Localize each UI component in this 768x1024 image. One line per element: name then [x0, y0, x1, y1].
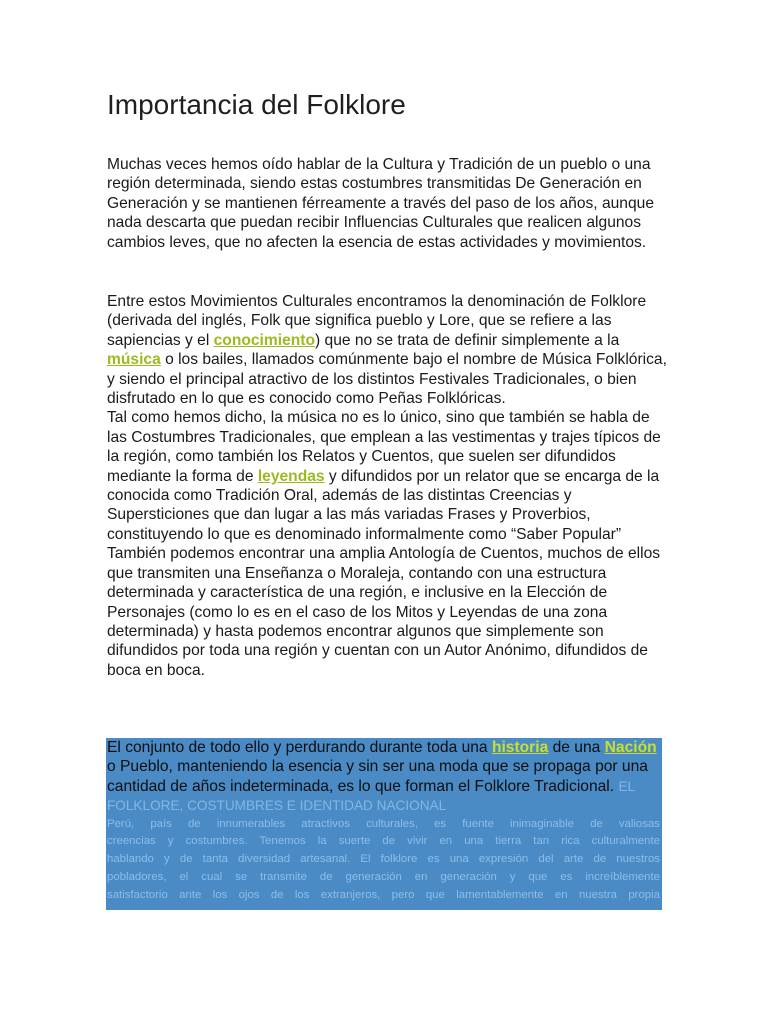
body-text: También podemos encontrar una amplia Antología de Cuentos, muchos de ellos que transmiten una Enseñanza o Moraleja, contando con una estructura determinada y característica de una región, e inclusive en la Elección de Personajes (como lo es en el caso de los Mitos y Leyendas de una zona determinada) y hasta podemos encontrar algunos que simplemente son difundidos por toda una región y cuentan con un Autor Anónimo, difundidos de boca en boca. [107, 545, 661, 679]
body-text: ) que no se trata de definir simplemente a la [315, 331, 620, 349]
section-heading: EL FOLKLORE, COSTUMBRES E IDENTIDAD NACIONAL [107, 778, 635, 814]
link-musica[interactable]: música [107, 351, 161, 369]
highlighted-text [106, 738, 662, 816]
body-text: y difundidos por un relator que se encarga de la conocida como Tradición Oral, además de las distintas Creencias y Supersticiones que dan lugar a las más variadas Frases y Proverbios, constituyendo lo que es denominado informalmente como “Saber Popular” [107, 467, 660, 543]
body-text: o los bailes, llamados comúnmente bajo el nombre de Música Folklórica, y siendo el principal atractivo de los distintos Festivales Tradicionales, o bien disfrutado en lo que es conocido como Peñas Folklóricas. [107, 351, 667, 408]
highlight-text: de una [548, 739, 605, 756]
intro-paragraph: Muchas veces hemos oído hablar de la Cultura y Tradición de un pueblo o una región determinada, siendo estas costumbres transmitidas De Generación en Generación y se mantienen férreamente a través del paso de los años, aunque nada descarta que puedan recibir Influencias Culturales que realicen algunos cambios leves, que no afecten la esencia de estas actividades y movimientos. [107, 156, 654, 251]
link-nacion[interactable]: Nación [604, 739, 657, 756]
small-text-line: creencias y costumbres. Tenemos la suerte de vivir en una tierra tan rica culturalmente [107, 835, 660, 848]
link-historia[interactable]: historia [491, 739, 549, 756]
highlight-text: El conjunto de todo ello y perdurando durante toda una [107, 739, 492, 756]
small-text-line: Perú, país de innumerables atractivos culturales, es fuente inimaginable de valiosas [107, 817, 660, 830]
small-text-line: hablando y de tanta diversidad artesanal. El folklore es una expresión del arte de nuestros [107, 853, 660, 866]
small-text-line: pobladores, el cual se transmite de generación en generación y que es increíblemente [107, 871, 660, 884]
body-paragraphs [107, 292, 667, 680]
small-text-line: satisfactorio ante los ojos de los extranjeros, pero que lamentablemente en nuestra propia [107, 888, 660, 901]
link-leyendas[interactable]: leyendas [257, 467, 325, 485]
page-title: Importancia del Folklore [107, 89, 406, 120]
link-conocimiento[interactable]: conocimiento [213, 331, 315, 349]
highlight-text: o Pueblo, manteniendo la esencia y sin ser una moda que se propaga por una cantidad de años indeterminada, es lo que forman el Folklore Tradicional. [107, 758, 648, 795]
body-text: Tal como hemos dicho, la música no es lo único, sino que también se habla de las Costumbres Tradicionales, que emplean a las vestimentas y trajes típicos de la región, como también los Relatos y Cuentos, que suelen ser difundidos mediante la forma de [107, 409, 661, 485]
body-text: Entre estos Movimientos Culturales encontramos la denominación de Folklore (derivada del inglés, Folk que significa pueblo y Lore, que se refiere a las sapiencias y el [107, 293, 647, 349]
highlighted-block [106, 738, 662, 910]
